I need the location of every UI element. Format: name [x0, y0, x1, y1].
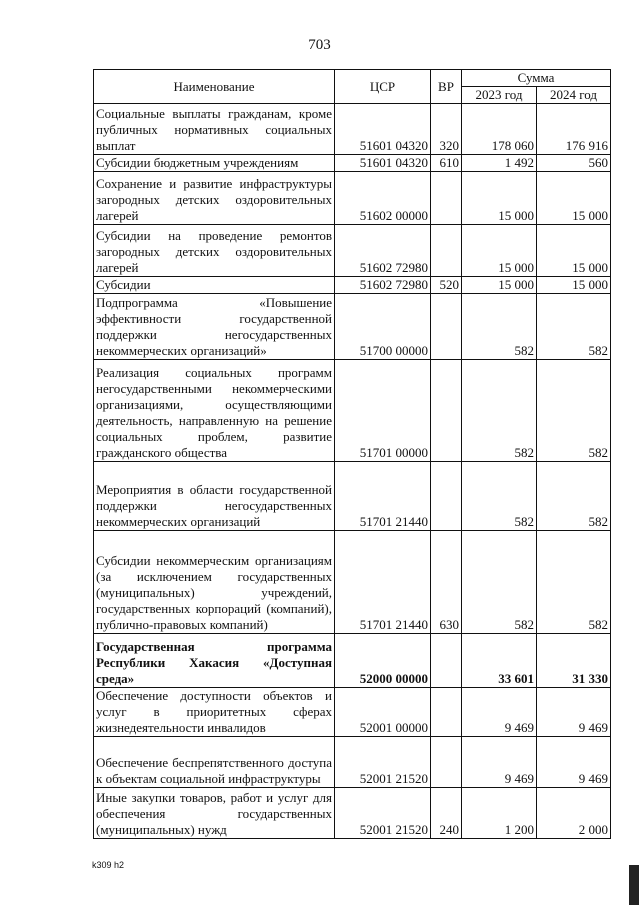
header-vr: ВР: [431, 70, 462, 104]
row-name: Иные закупки товаров, работ и услуг для обеспечения государственных (муниципальных) нужд: [94, 788, 335, 839]
header-sum: Сумма: [462, 70, 611, 87]
row-name: Сохранение и развитие инфраструктуры загородных детских оздоровительных лагерей: [94, 172, 335, 225]
table-row: [94, 360, 611, 462]
row-vr: [431, 634, 462, 688]
table-row: [94, 104, 611, 155]
row-sum-2024: 9 469: [537, 737, 611, 788]
table-row: [94, 788, 611, 839]
row-sum-2024: 582: [537, 360, 611, 462]
row-sum-2023: 582: [462, 360, 537, 462]
table-row: [94, 531, 611, 634]
row-sum-2024: 15 000: [537, 277, 611, 294]
row-csr: 52000 00000: [335, 634, 431, 688]
row-sum-2024: 176 916: [537, 104, 611, 155]
row-csr: 51601 04320: [335, 155, 431, 172]
row-csr: 51601 04320: [335, 104, 431, 155]
row-sum-2024: 582: [537, 462, 611, 531]
row-sum-2023: 582: [462, 294, 537, 360]
table-row: [94, 172, 611, 225]
row-vr: [431, 225, 462, 277]
table-row: [94, 277, 611, 294]
row-sum-2024: 31 330: [537, 634, 611, 688]
row-name: Подпрограмма «Повышение эффективности государственной поддержки негосударственных некоммерческих организаций»: [94, 294, 335, 360]
row-name: Обеспечение беспрепятственного доступа к объектам социальной инфраструктуры: [94, 737, 335, 788]
row-vr: 320: [431, 104, 462, 155]
row-csr: 51602 72980: [335, 277, 431, 294]
page-number: 703: [308, 37, 331, 53]
row-sum-2023: 9 469: [462, 688, 537, 737]
row-sum-2024: 9 469: [537, 688, 611, 737]
row-sum-2024: 15 000: [537, 172, 611, 225]
row-vr: 630: [431, 531, 462, 634]
scan-edge-mark: [629, 865, 639, 905]
row-name: Обеспечение доступности объектов и услуг в приоритетных сферах жизнедеятельности инвалидов: [94, 688, 335, 737]
table-row: [94, 294, 611, 360]
row-vr: 240: [431, 788, 462, 839]
row-csr: 51701 21440: [335, 462, 431, 531]
table-row: [94, 634, 611, 688]
row-name: Социальные выплаты гражданам, кроме публичных нормативных социальных выплат: [94, 104, 335, 155]
row-name: Субсидии: [94, 277, 335, 294]
row-sum-2024: 582: [537, 294, 611, 360]
table-row: [94, 688, 611, 737]
header-csr: ЦСР: [335, 70, 431, 104]
row-sum-2023: 1 492: [462, 155, 537, 172]
header-2024: 2024 год: [537, 87, 611, 104]
row-name: Реализация социальных программ негосударственными некоммерческими организациями, осуществляющими деятельность, направленную на решение социальных проблем, развитие гражданского общества: [94, 360, 335, 462]
footer-code: k309 h2: [92, 860, 125, 870]
table-row: [94, 462, 611, 531]
row-csr: 52001 21520: [335, 788, 431, 839]
row-sum-2023: 15 000: [462, 225, 537, 277]
row-vr: [431, 172, 462, 225]
header-2023: 2023 год: [462, 87, 537, 104]
row-vr: [431, 737, 462, 788]
row-csr: 51700 00000: [335, 294, 431, 360]
row-sum-2023: 15 000: [462, 172, 537, 225]
row-sum-2023: 33 601: [462, 634, 537, 688]
row-sum-2024: 2 000: [537, 788, 611, 839]
row-csr: 51602 72980: [335, 225, 431, 277]
row-sum-2024: 582: [537, 531, 611, 634]
row-vr: 520: [431, 277, 462, 294]
row-vr: 610: [431, 155, 462, 172]
row-csr: 52001 21520: [335, 737, 431, 788]
budget-table: [93, 69, 611, 839]
row-sum-2023: 582: [462, 531, 537, 634]
row-csr: 51602 00000: [335, 172, 431, 225]
table-row: [94, 155, 611, 172]
row-vr: [431, 688, 462, 737]
row-name: Субсидии некоммерческим организациям (за исключением государственных (муниципальных) учреждений, государственных корпораций (компаний), публично-правовых компаний): [94, 531, 335, 634]
table-row: [94, 225, 611, 277]
row-vr: [431, 462, 462, 531]
row-sum-2023: 9 469: [462, 737, 537, 788]
row-csr: 51701 00000: [335, 360, 431, 462]
row-sum-2023: 1 200: [462, 788, 537, 839]
table-row: [94, 737, 611, 788]
row-name: Субсидии бюджетным учреждениям: [94, 155, 335, 172]
header-name: Наименование: [94, 70, 335, 104]
row-csr: 51701 21440: [335, 531, 431, 634]
row-name: Государственная программа Республики Хакасия «Доступная среда»: [94, 634, 335, 688]
row-name: Мероприятия в области государственной поддержки негосударственных некоммерческих организаций: [94, 462, 335, 531]
row-name: Субсидии на проведение ремонтов загородных детских оздоровительных лагерей: [94, 225, 335, 277]
row-vr: [431, 360, 462, 462]
row-sum-2023: 15 000: [462, 277, 537, 294]
row-csr: 52001 00000: [335, 688, 431, 737]
row-vr: [431, 294, 462, 360]
row-sum-2024: 560: [537, 155, 611, 172]
row-sum-2024: 15 000: [537, 225, 611, 277]
row-sum-2023: 582: [462, 462, 537, 531]
row-sum-2023: 178 060: [462, 104, 537, 155]
